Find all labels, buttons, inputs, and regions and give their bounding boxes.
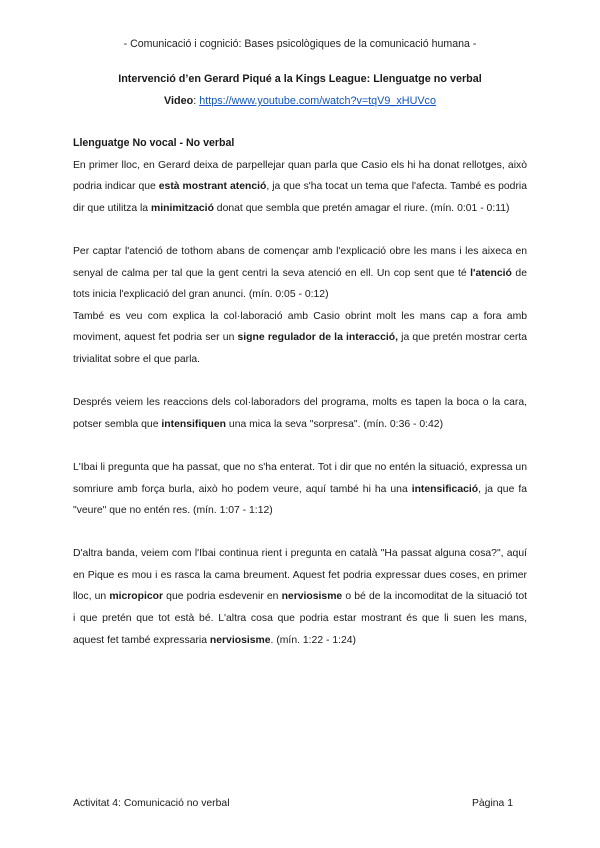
spacer — [73, 371, 527, 393]
p4-bold-1: intensifiquen — [161, 418, 227, 430]
footer-page-number: Pàgina 1 — [471, 798, 513, 809]
p1-text-c: , ja que s'ha tocat un tema que l'afecta. També es podria dir que utilitza la — [73, 181, 528, 214]
page-header: - Comunicació i cognició: Bases psicològiques de la comunicació humana - — [123, 38, 477, 50]
video-link[interactable]: https://www.youtube.com/watch?v=tqV9_xHUVco — [199, 95, 436, 107]
p2-bold-1: l'atenció — [470, 267, 512, 279]
video-line — [0, 95, 600, 107]
video-separator: : — [193, 95, 200, 107]
document-title: Intervenció d’en Gerard Piqué a la Kings League: Llenguatge no verbal — [118, 73, 482, 85]
spacer — [73, 435, 527, 457]
p6-bold-2: nerviosisme — [281, 591, 343, 603]
spacer — [73, 522, 527, 544]
paragraph-5 — [73, 457, 527, 522]
p1-bold-2: minimització — [150, 202, 214, 214]
spacer — [73, 219, 527, 241]
paragraph-2 — [73, 241, 527, 306]
p1-text-d: donat que sembla que pretén amagar el riure. (mín. 0:01 - 0:11) — [213, 202, 510, 214]
p6-bold-1: micropicor — [109, 591, 164, 603]
p3-bold-1: signe regulador de la interacció, — [237, 332, 398, 344]
document-body — [73, 133, 527, 651]
paragraph-4 — [73, 392, 527, 435]
p6-text-c: que podria esdevenir en — [163, 591, 282, 603]
paragraph-1 — [73, 155, 527, 220]
p2-text-a: Per captar l'atenció de tothom abans de començar amb l'explicació obre les mans i les aixeca en senyal de calma per tal que la gent centri la seva atenció en ell. Un cop sent que té — [73, 245, 527, 279]
paragraph-6 — [73, 543, 527, 651]
p5-text-c: , ja que fa "veure" que no entén res. (mín. 1:07 - 1:12) — [73, 483, 527, 517]
p4-text-c: una mica la seva "sorpresa". (mín. 0:36 - 0:42) — [226, 418, 444, 430]
footer-activity: Activitat 4: Comunicació no verbal — [73, 798, 230, 809]
video-label: Video — [164, 95, 194, 107]
p6-text-a: D'altra banda, veiem com l'Ibai continua rient i pregunta en català "Ha passat alguna cosa?", aquí en Pique es mou i es rasca la cama breument. Aquest fet podria expressar dues coses, en primer lloc, un — [73, 548, 527, 603]
p5-bold-1: intensificació — [411, 483, 479, 495]
p6-text-d: o bé de la incomoditat de la situació tot i que pretén que tot està bé. L'altra cosa que podria estar mostrant és que li suen les mans, aquest fet també expressaria — [73, 591, 528, 646]
p1-text-a: En primer lloc, en Gerard deixa de parpellejar quan parla que Casio els hi ha donat rellotges, això podria indicar que — [73, 159, 527, 193]
p3-text-a: També es veu com explica la col·laboració amb Casio obrint molt les mans cap a fora amb moviment, aquest fet podria ser un — [73, 310, 527, 344]
p2-text-c: de tots inicia l'explicació del gran anunci. (mín. 0:05 - 0:12) — [73, 267, 527, 301]
p5-text-a: L'Ibai li pregunta que ha passat, que no s'ha enterat. Tot i dir que no entén la situació, expressa un somriure amb força burla, això ho podem veure, aquí també hi ha una — [73, 461, 527, 495]
section-heading: Llenguatge No vocal - No verbal — [73, 137, 235, 149]
p4-text-a: Després veiem les reaccions dels col·laboradors del programa, molts es tapen la boca o la cara, potser sembla que — [73, 397, 527, 430]
p6-text-e: . (mín. 1:22 - 1:24) — [270, 634, 357, 646]
paragraph-3 — [73, 306, 527, 371]
p3-text-c: ja que pretén mostrar certa trivialitat sobre el que parla. — [73, 332, 527, 365]
p6-bold-3: nerviosisme — [209, 634, 271, 646]
p1-bold-1: està mostrant atenció — [158, 181, 267, 193]
